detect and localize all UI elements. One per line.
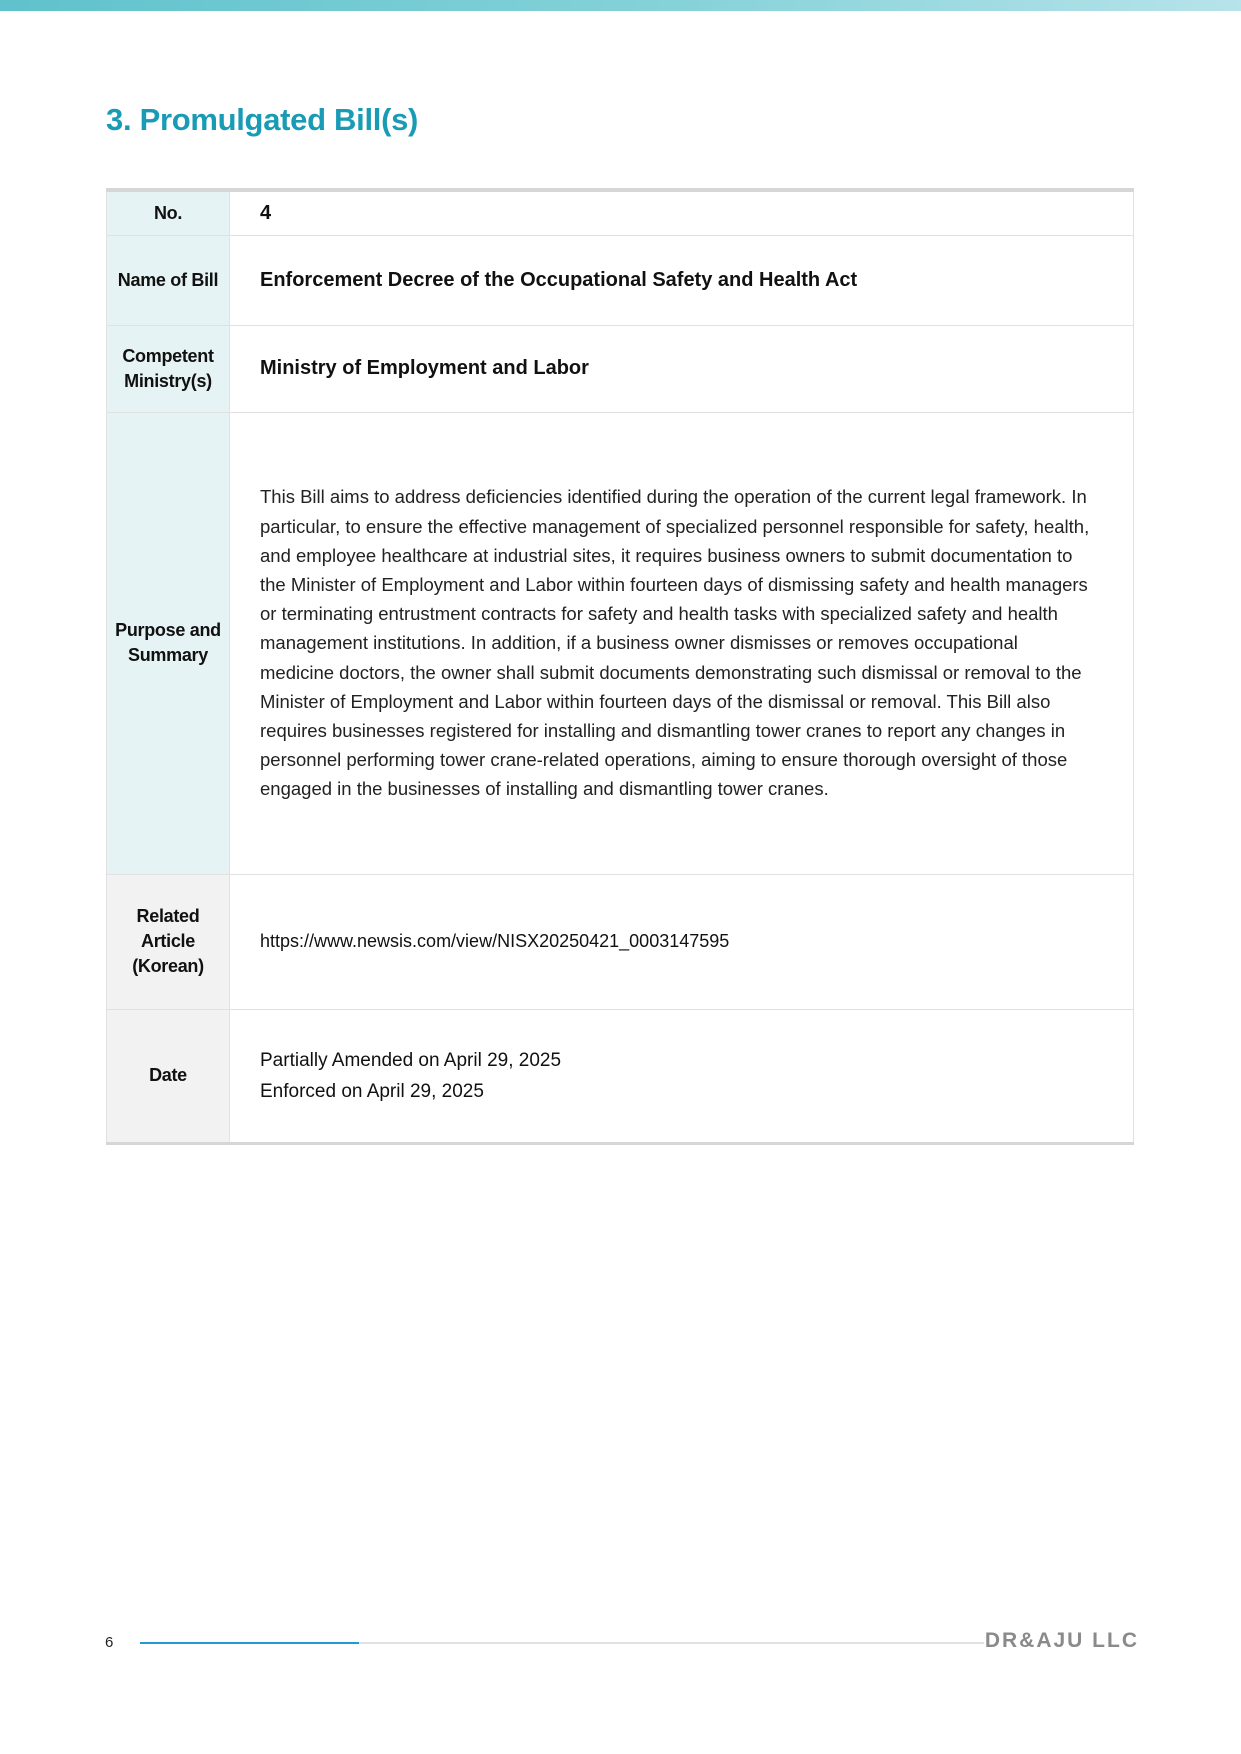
footer-progress-fill [140,1642,359,1644]
purpose-label: Purpose and Summary [107,412,230,874]
page-number: 6 [105,1634,114,1651]
row-bill-name [107,235,1134,325]
date-label: Date [107,1009,230,1143]
date-enforced: Enforced on April 29, 2025 [260,1080,484,1102]
ministry-label: Competent Ministry(s) [107,325,230,412]
row-related-article [107,874,1134,1009]
ministry-value: Ministry of Employment and Labor [230,325,1134,412]
purpose-summary: This Bill aims to address deficiencies identified during the operation of the current legal framework. In particular, to ensure the effective management of specialized personnel responsible for safety, health, and employee healthcare at industrial sites, it requires business owners to submit documentation to the Minister of Employment and Labor within fourteen days of dismissing safety and health managers or terminating entrustment contracts for safety and health tasks with specialized safety and health management institutions. In addition, if a business owner dismisses or removes occupational medicine doctors, the owner shall submit documents demonstrating such dismissal or removal to the Minister of Employment and Labor within fourteen days of the dismissal or removal. This Bill also requires businesses registered for installing and dismantling tower cranes to report any changes in personnel performing tower crane-related operations, aiming to ensure thorough oversight of those engaged in the businesses of installing and dismantling tower cranes. [230,412,1134,874]
row-number [107,190,1134,235]
row-ministry [107,325,1134,412]
row-purpose [107,412,1134,874]
no-value: 4 [230,190,1134,235]
date-value [230,1009,1134,1143]
section-title: 3. Promulgated Bill(s) [106,102,419,137]
date-amended: Partially Amended on April 29, 2025 [260,1049,562,1071]
company-logo: DR&AJU LLC [984,1629,1139,1652]
article-label: Related Article (Korean) [107,874,230,1009]
bill-name-value: Enforcement Decree of the Occupational Safety and Health Act [230,235,1134,325]
footer-progress-track [140,1642,984,1644]
bill-name-label: Name of Bill [107,235,230,325]
bill-table [106,188,1134,1145]
top-accent-bar [0,0,1241,11]
no-label: No. [107,190,230,235]
row-date [107,1009,1134,1143]
article-link[interactable]: https://www.newsis.com/view/NISX20250421_0003147595 [230,874,1134,1009]
